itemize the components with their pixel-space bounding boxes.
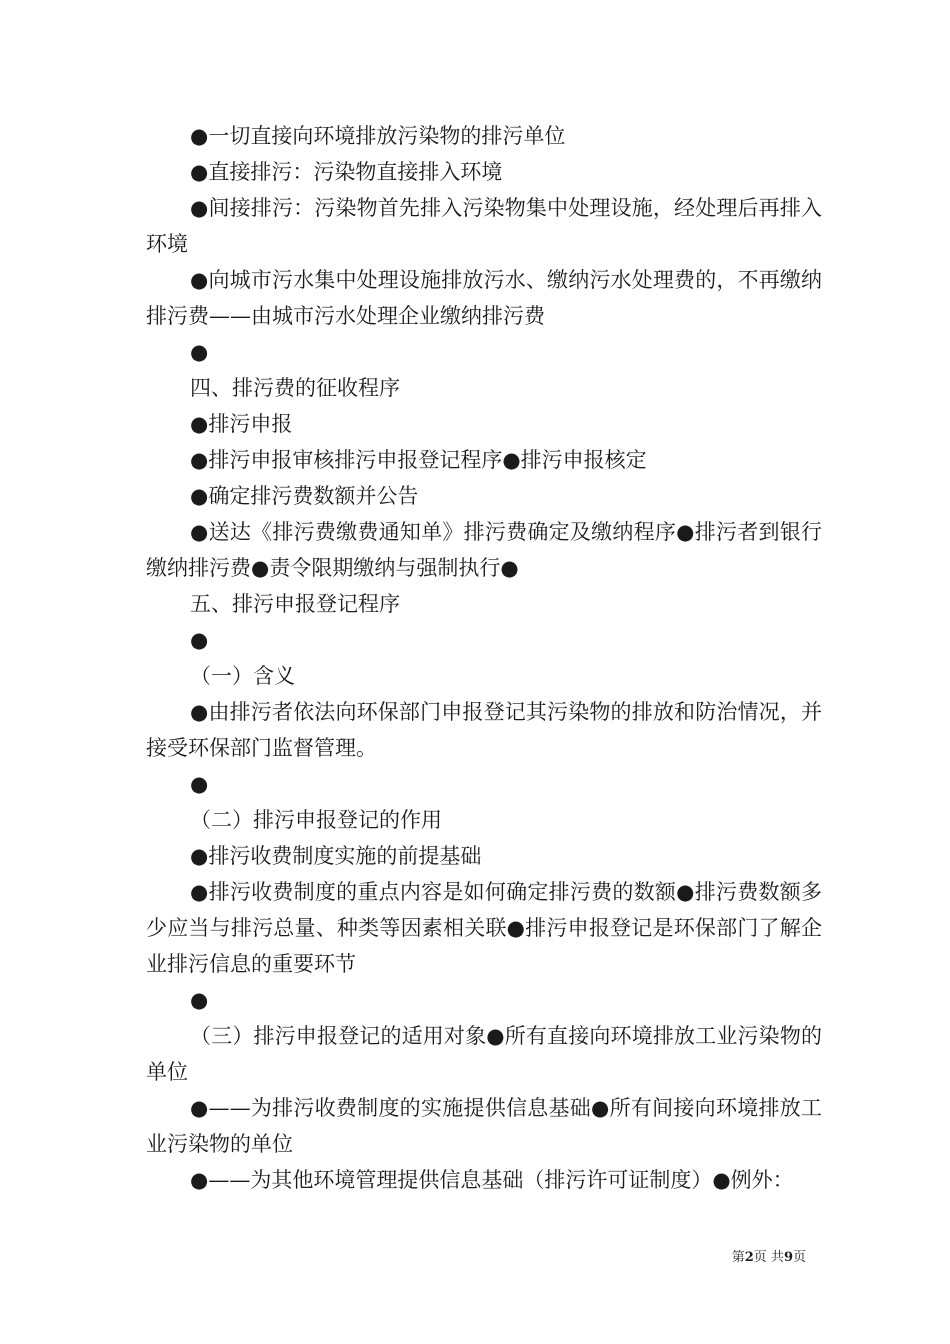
footer-prefix: 第 (731, 1250, 745, 1265)
paragraph: ●排污收费制度的重点内容是如何确定排污费的数额●排污费数额多少应当与排污总量、种类等因素相关联●排污申报登记是环保部门了解企业排污信息的重要环节 (146, 880, 822, 976)
paragraph: ●送达《排污费缴费通知单》排污费确定及缴纳程序●排污者到银行缴纳排污费●责令限期缴纳与强制执行● (146, 520, 822, 580)
page-number-footer (0, 1246, 806, 1265)
paragraph: ●——为其他环境管理提供信息基础（排污许可证制度）●例外： (190, 1168, 794, 1192)
body-text (146, 118, 822, 1198)
paragraph: ●间接排污：污染物首先排入污染物集中处理设施，经处理后再排入环境 (146, 196, 822, 256)
subsection-heading: （一）含义 (190, 664, 295, 688)
footer-suffix: 页 (792, 1250, 806, 1265)
subsection-heading: （三）排污申报登记的适用对象●所有直接向环境排放工业污染物的单位 (146, 1024, 822, 1084)
paragraph: ●排污申报审核排污申报登记程序●排污申报核定 (190, 448, 647, 472)
paragraph: ●排污收费制度实施的前提基础 (190, 844, 482, 868)
paragraph: ●确定排污费数额并公告 (190, 484, 419, 508)
paragraph: ●由排污者依法向环保部门申报登记其污染物的排放和防治情况，并接受环保部门监督管理。 (146, 700, 822, 760)
paragraph: ● (190, 772, 209, 796)
subsection-heading: （二）排污申报登记的作用 (190, 808, 442, 832)
total-page-number: 9 (783, 1250, 793, 1265)
section-heading: 四、排污费的征收程序 (190, 376, 400, 400)
paragraph: ●向城市污水集中处理设施排放污水、缴纳污水处理费的，不再缴纳排污费——由城市污水处理企业缴纳排污费 (146, 268, 822, 328)
paragraph: ● (190, 988, 209, 1012)
current-page-number: 2 (744, 1250, 754, 1265)
paragraph: ●排污申报 (190, 412, 293, 436)
paragraph: ●一切直接向环境排放污染物的排污单位 (190, 124, 566, 148)
section-heading: 五、排污申报登记程序 (190, 592, 400, 616)
paragraph: ● (190, 340, 209, 364)
footer-middle: 页 共 (753, 1250, 784, 1265)
paragraph: ● (190, 628, 209, 652)
paragraph: ●直接排污：污染物直接排入环境 (190, 160, 503, 184)
paragraph: ●——为排污收费制度的实施提供信息基础●所有间接向环境排放工业污染物的单位 (146, 1096, 822, 1156)
